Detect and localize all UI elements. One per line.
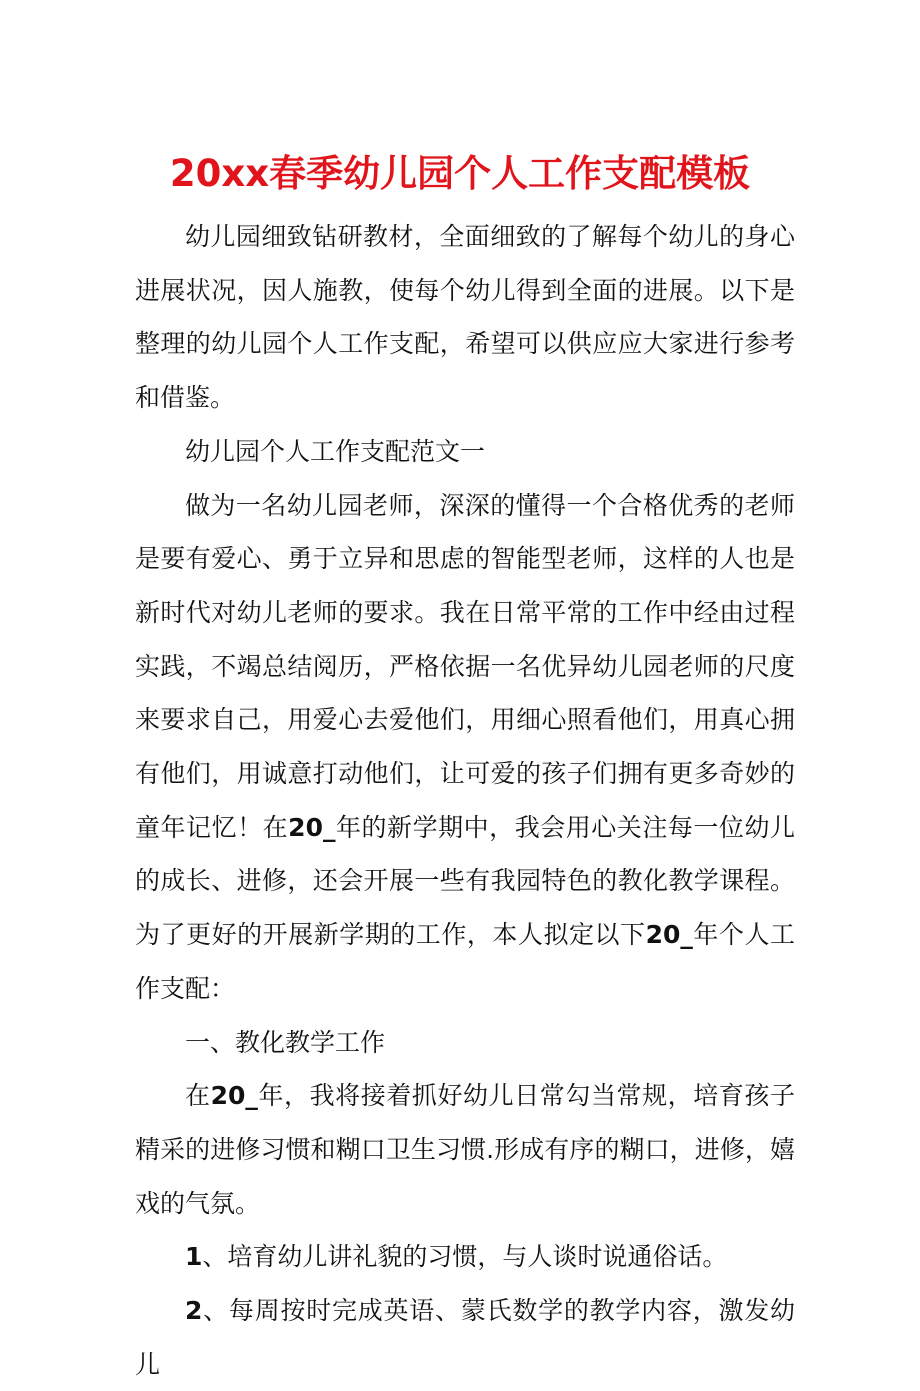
list-item-2: [135, 1284, 795, 1391]
document-body: [135, 210, 795, 1391]
list-item-text: 、每周按时完成英语、蒙氏数学的教学内容，激发幼儿: [135, 1296, 795, 1379]
paragraph-section-heading: 幼儿园个人工作支配范文一: [185, 436, 486, 466]
text-run: 年的新学期中，我会用心关注每一位幼儿的成长、进修，还会开展一些有我园特色的教化教学课程。为了更好的开展新学期的工作，本人拟定以下: [135, 812, 795, 950]
year-placeholder: 20_: [210, 1081, 258, 1111]
list-item-1: [135, 1230, 795, 1284]
paragraph-essay-body: [135, 479, 795, 1016]
text-run: 年个人工作支配：: [135, 920, 795, 1003]
year-placeholder: 20_: [645, 920, 693, 950]
paragraph-subheading: 一、教化教学工作: [185, 1027, 386, 1057]
paragraph-intro: 幼儿园细致钻研教材，全面细致的了解每个幼儿的身心进展状况，因人施教，使每个幼儿得到全面的进展。以下是整理的幼儿园个人工作支配，希望可以供应应大家进行参考和借鉴。: [135, 222, 795, 413]
text-run: 年，我将接着抓好幼儿日常勾当常规，培育孩子精采的进修习惯和糊口卫生习惯.形成有序的糊口，进修，嬉戏的气氛。: [135, 1081, 795, 1218]
year-placeholder: 20_: [288, 812, 336, 842]
list-number: 1: [185, 1242, 203, 1272]
list-number: 2: [185, 1296, 203, 1326]
text-run: 做为一名幼儿园老师，深深的懂得一个合格优秀的老师是要有爱心、勇于立异和思虑的智能型老师，这样的人也是新时代对幼儿老师的要求。我在日常平常的工作中经由过程实践，不竭总结阅历，严格依据一名优异幼儿园老师的尺度来要求自己，用爱心去爱他们，用细心照看他们，用真心拥有他们，用诚意打动他们，让可爱的孩子们拥有更多奇妙的童年记忆！在: [135, 490, 795, 842]
text-run: 在: [185, 1081, 211, 1111]
paragraph-plan: [135, 1069, 795, 1230]
document-title: 20xx春季幼儿园个人工作支配模板: [169, 152, 751, 195]
list-item-text: 、培育幼儿讲礼貌的习惯，与人谈时说通俗话。: [202, 1242, 728, 1272]
